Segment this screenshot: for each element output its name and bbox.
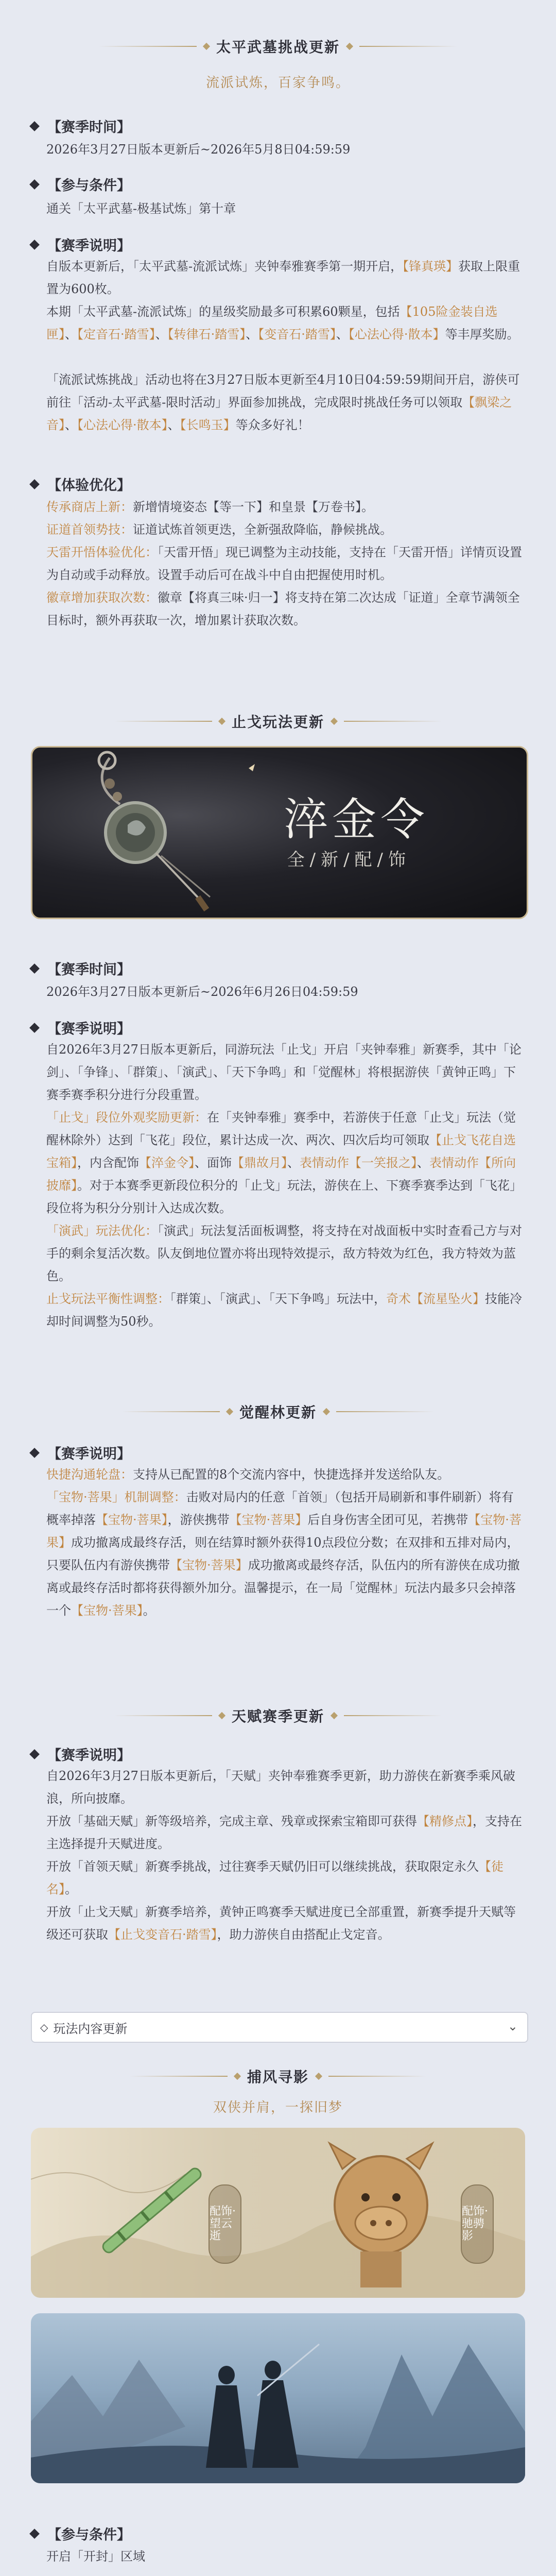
block-head-time bbox=[31, 958, 131, 978]
text: 、 bbox=[167, 418, 180, 432]
reward-item: 【止戈变音石·踏雪】 bbox=[108, 1927, 217, 1942]
text: 支持从已配置的8个交流内容中，快捷选择并发送给队友。 bbox=[133, 1467, 450, 1482]
section-tagline: 双侠并肩，一探旧梦 bbox=[213, 2100, 343, 2115]
text: 「天雷开悟」现已调整为主动技能，支持在「天雷开悟」详情页设置为自动或手动释放。设置手动后可在战斗中自由把握使用时机。 bbox=[46, 545, 522, 582]
block-head-desc bbox=[31, 1443, 131, 1463]
text: 「演武」玩法复活面板调整，将支持在对战面板中实时查看己方与对手的剩余复活次数。队友倒地位置亦将出现特效提示，敌方特效为红色，我方特效为蓝色。 bbox=[46, 1224, 522, 1283]
reward-item: 【精修点】 bbox=[417, 1814, 473, 1828]
divider bbox=[99, 46, 197, 47]
text: ，支持在主选择提升天赋进度。 bbox=[46, 1814, 522, 1851]
item-title: 「宝物·菩果」机制调整： bbox=[46, 1490, 186, 1504]
text: 自版本更新后，「太平武墓-流派试炼」夹钟奉雅赛季第一期开启， bbox=[46, 259, 403, 274]
reward-item: 【长鸣玉】 bbox=[180, 418, 236, 432]
text: 「群策」、「演武」、「天下争鸣」玩法中， bbox=[170, 1292, 386, 1306]
reward-item: 【止戈飞花自选宝箱】 bbox=[46, 1133, 516, 1170]
item-title: 证道首领势技： bbox=[46, 522, 133, 537]
diamond-icon bbox=[323, 1408, 330, 1415]
diamond-icon bbox=[226, 1408, 233, 1415]
block-head-label: 【赛季时间】 bbox=[47, 962, 131, 978]
reward-item: 【锋真瑛】 bbox=[403, 259, 459, 274]
accessory-showcase-card bbox=[31, 2128, 525, 2298]
reward-item: 【宝物·菩果】 bbox=[96, 1513, 168, 1527]
section-title-juexinglin bbox=[0, 1396, 556, 1427]
reward-item: 【105险金装自选匣】 bbox=[46, 304, 498, 342]
text: 「流派试炼挑战」活动也将在3月27日版本更新至4月10日04:59:59期间开启，游侠可前往「活动-太平武墓-限时活动」界面参加挑战，完成限时挑战任务可以领取 bbox=[46, 372, 520, 410]
text: 。 bbox=[143, 1603, 155, 1618]
divider bbox=[344, 721, 442, 722]
text: 获取上限重置为600枚。 bbox=[46, 259, 520, 296]
text: 开放「基础天赋」新等级培养，完成主章、残章或探索宝箱即可获得 bbox=[46, 1814, 417, 1828]
gameplay-updates-dropdown[interactable] bbox=[31, 2012, 528, 2043]
item-title: 天雷开悟体验优化： bbox=[46, 545, 158, 560]
desc-paragraph bbox=[46, 368, 525, 436]
spacer bbox=[46, 346, 525, 368]
section-heading: 太平武墓挑战更新 bbox=[216, 39, 340, 56]
text: 、面饰 bbox=[195, 1156, 232, 1170]
block-head-desc bbox=[31, 234, 131, 255]
text: 、 bbox=[336, 327, 349, 342]
text: 新增情境姿态【等一下】和皇景【万卷书】。 bbox=[133, 500, 374, 514]
text: 。对于本赛季更新段位积分的「止戈」玩法，游侠在上、下赛季赛季达到「飞花」段位将为积分分别计入达成次数。 bbox=[46, 1178, 522, 1215]
desc-paragraph bbox=[46, 1486, 525, 1622]
diamond-icon bbox=[234, 2073, 241, 2080]
text: 。 bbox=[65, 1882, 77, 1896]
divider bbox=[344, 1715, 442, 1716]
desc-paragraph bbox=[46, 1463, 525, 1486]
diamond-bullet-icon bbox=[29, 2529, 40, 2539]
text: ，助力游侠自由搭配止戈定音。 bbox=[217, 1927, 390, 1942]
block-head-cond bbox=[31, 2523, 131, 2544]
item-title: 传承商店上新： bbox=[46, 500, 133, 514]
divider bbox=[359, 46, 457, 47]
text: 击败对局内的任意「首领」（包括开局刷新和事件刷新）将有概率掉落 bbox=[46, 1490, 514, 1527]
reward-item: 【飘梁之音】 bbox=[46, 395, 512, 432]
season-description bbox=[46, 1038, 525, 1333]
divider bbox=[114, 721, 212, 722]
optimization-item bbox=[46, 518, 525, 541]
token-accessory-illustration bbox=[32, 748, 527, 918]
diamond-icon bbox=[218, 718, 225, 725]
text: 等众多好礼！ bbox=[235, 418, 310, 432]
text: 、 bbox=[155, 327, 168, 342]
section-heading: 觉醒林更新 bbox=[239, 1404, 317, 1421]
text: 后自身伤害全团可见，若携带 bbox=[307, 1513, 468, 1527]
condition-text: 通关「太平武墓-极基试炼」第十章 bbox=[46, 201, 236, 216]
participation-condition bbox=[46, 197, 525, 220]
block-head-label: 【参与条件】 bbox=[47, 178, 131, 194]
block-head-label: 【赛季说明】 bbox=[47, 1748, 131, 1764]
accessory-label-chichengying: 配饰·驰骋影 bbox=[461, 2184, 494, 2264]
text: 成功撤离成最终存活，则在结算时额外获得10点段位分数；在双排和五排对局内，只要队伍内有游侠携带 bbox=[46, 1535, 519, 1572]
block-head-exp bbox=[31, 474, 131, 494]
reward-item: 【宝物·菩果】 bbox=[229, 1513, 308, 1527]
divider bbox=[122, 1411, 220, 1412]
participation-condition bbox=[46, 2545, 525, 2568]
text: 、 bbox=[417, 1156, 429, 1170]
section-heading: 止戈玩法更新 bbox=[231, 714, 324, 731]
text: 开放「止戈天赋」新赛季培养，黄钟正鸣赛季天赋进度已全部重置，新赛季提升天赋等级还可获取 bbox=[46, 1905, 516, 1942]
desc-paragraph bbox=[46, 1287, 525, 1333]
reward-item: 【鼎故月】 bbox=[232, 1156, 287, 1170]
accessory-label-wangyunshi: 配饰·望云逝 bbox=[208, 2184, 241, 2264]
text: 、 bbox=[65, 418, 77, 432]
divider bbox=[328, 2076, 426, 2077]
diamond-icon bbox=[218, 1712, 225, 1719]
diamond-bullet-icon bbox=[29, 1023, 40, 1033]
block-head-time bbox=[31, 116, 131, 136]
desc-paragraph bbox=[46, 1219, 525, 1287]
text: 证道试炼首领更迭，全新强敌降临，静候挑战。 bbox=[133, 522, 392, 537]
diamond-bullet-icon bbox=[29, 479, 40, 489]
desc-paragraph bbox=[46, 1855, 525, 1901]
section-title-bufeng bbox=[0, 2061, 556, 2092]
block-head-desc bbox=[31, 1018, 131, 1038]
season-time bbox=[46, 138, 525, 161]
reward-item: 【心法心得·散本】 bbox=[77, 418, 168, 432]
reward-item: 【变音石·踏雪】 bbox=[258, 327, 336, 342]
block-head-label: 【赛季说明】 bbox=[47, 1446, 131, 1462]
season-time bbox=[46, 980, 525, 1003]
text: 技能冷却时间调整为50秒。 bbox=[46, 1292, 522, 1329]
diamond-icon bbox=[346, 43, 353, 50]
text: 在「夹钟奉雅」赛季中，若游侠于任意「止戈」玩法（觉醒林除外）达到「飞花」段位，累计达成一次、两次、四次后均可领取 bbox=[46, 1110, 516, 1147]
optimization-item bbox=[46, 586, 525, 632]
divider bbox=[130, 2076, 228, 2077]
season-description bbox=[46, 255, 525, 436]
season-description bbox=[46, 1765, 525, 1946]
reward-item: 【心法心得·散本】 bbox=[348, 327, 445, 342]
text: 、 bbox=[246, 327, 258, 342]
text: 徽章【将真三味·归一】将支持在第二次达成「证道」全章节满领全目标时，额外再获取一次，增加累计获取次数。 bbox=[46, 590, 520, 628]
reward-item: 【转律石·踏雪】 bbox=[167, 327, 246, 342]
desc-paragraph: 自2026年3月27日版本更新后，同游玩法「止戈」开启「夹钟奉雅」新赛季，其中「论剑」、「争锋」、「群策」、「演武」、「天下争鸣」和「觉醒林」将根据游侠「黄钟正鸣」下赛季赛季积分进行分段重置。 bbox=[46, 1042, 522, 1102]
desc-paragraph bbox=[46, 1810, 525, 1855]
item-title: 快捷沟通轮盘： bbox=[46, 1467, 133, 1482]
desc-paragraph bbox=[46, 300, 525, 346]
diamond-icon bbox=[315, 2073, 322, 2080]
section-title-wumu bbox=[0, 31, 556, 62]
reward-item: 【宝物·菩果】 bbox=[46, 1513, 522, 1550]
item-title: 止戈玩法平衡性调整： bbox=[46, 1292, 170, 1306]
reward-item: 【淬金令】 bbox=[139, 1156, 195, 1170]
text: ，游侠携带 bbox=[167, 1513, 230, 1527]
section-title-tianfu bbox=[0, 1700, 556, 1731]
optimization-item bbox=[46, 541, 525, 586]
divider bbox=[336, 1411, 434, 1412]
desc-paragraph bbox=[46, 1901, 525, 1946]
reward-item: 【徒名】 bbox=[46, 1859, 503, 1896]
diamond-bullet-icon bbox=[29, 240, 40, 250]
section-heading: 捕风寻影 bbox=[247, 2069, 309, 2086]
optimization-item bbox=[46, 496, 525, 518]
text: ，内含配饰 bbox=[77, 1156, 139, 1170]
desc-paragraph bbox=[46, 1106, 525, 1219]
block-head-label: 【参与条件】 bbox=[47, 2527, 131, 2543]
item-title: 「止戈」段位外观奖励更新： bbox=[46, 1110, 207, 1125]
diamond-bullet-icon bbox=[29, 963, 40, 974]
scenery-card bbox=[31, 2313, 525, 2483]
banner-title: 淬金令 bbox=[284, 794, 429, 845]
section-tagline: 流派试炼，百家争鸣。 bbox=[205, 75, 350, 91]
reward-item: 【宝物·菩果】 bbox=[71, 1603, 143, 1618]
block-head-cond bbox=[31, 174, 131, 194]
reward-item: 奇术【流星坠火】 bbox=[386, 1292, 485, 1306]
diamond-icon bbox=[203, 43, 210, 50]
text: 等丰厚奖励。 bbox=[445, 327, 519, 342]
desc-paragraph bbox=[46, 255, 525, 300]
block-head-label: 【体验优化】 bbox=[47, 478, 131, 494]
dropdown-label: 玩法内容更新 bbox=[53, 2021, 128, 2036]
season-time-text: 2026年3月27日版本更新后~2026年6月26日04:59:59 bbox=[46, 985, 358, 999]
diamond-bullet-icon bbox=[29, 1749, 40, 1759]
block-head-desc bbox=[31, 1744, 131, 1764]
diamond-bullet-icon bbox=[29, 121, 40, 131]
diamond-icon bbox=[331, 1712, 338, 1719]
reward-item: 【定音石·踏雪】 bbox=[77, 327, 155, 342]
experience-optimizations bbox=[46, 496, 525, 632]
diamond-icon bbox=[331, 718, 338, 725]
block-head-label: 【赛季说明】 bbox=[47, 1021, 131, 1037]
block-head-label: 【赛季时间】 bbox=[47, 120, 131, 135]
accessory-banner bbox=[31, 746, 528, 919]
reward-item: 【宝物·菩果】 bbox=[170, 1558, 248, 1572]
two-heroes-illustration bbox=[31, 2313, 525, 2483]
diamond-bullet-icon bbox=[29, 1448, 40, 1458]
season-time-text: 2026年3月27日版本更新后~2026年5月8日04:59:59 bbox=[46, 142, 351, 157]
chevron-down-icon: ⌄ bbox=[507, 2019, 518, 2033]
diamond-bullet-icon bbox=[29, 179, 40, 190]
banner-subtitle: 全/新/配/饰 bbox=[287, 850, 411, 870]
diamond-icon: ◇ bbox=[40, 2021, 48, 2033]
reward-item: 表情动作【一笑报之】 bbox=[300, 1156, 417, 1170]
section-heading: 天赋赛季更新 bbox=[231, 1708, 324, 1725]
item-title: 「演武」玩法优化： bbox=[46, 1224, 158, 1238]
accessory-illustration bbox=[31, 2128, 525, 2298]
text: 成功撤离或最终存活，队伍内的所有游侠在成功撤离或最终存活时都将获得额外加分。温馨提示，在一局「觉醒林」玩法内最多只会掉落一个 bbox=[46, 1558, 520, 1618]
text: 本期「太平武墓-流派试炼」的星级奖励最多可积累60颗星，包括 bbox=[46, 304, 400, 319]
season-description bbox=[46, 1463, 525, 1622]
condition-text: 开启「开封」区域 bbox=[46, 2549, 145, 2564]
reward-item: 表情动作【所向披靡】 bbox=[46, 1156, 516, 1193]
text: 、 bbox=[287, 1156, 300, 1170]
text: 、 bbox=[65, 327, 77, 342]
block-head-label: 【赛季说明】 bbox=[47, 238, 131, 254]
text: 开放「首领天赋」新赛季挑战，过往赛季天赋仍旧可以继续挑战，获取限定永久 bbox=[46, 1859, 479, 1874]
section-title-zhige bbox=[0, 706, 556, 737]
desc-paragraph: 自2026年3月27日版本更新后，「天赋」夹钟奉雅赛季更新，助力游侠在新赛季乘风破浪，所向披靡。 bbox=[46, 1769, 515, 1806]
divider bbox=[114, 1715, 212, 1716]
item-title: 徽章增加获取次数： bbox=[46, 590, 158, 605]
